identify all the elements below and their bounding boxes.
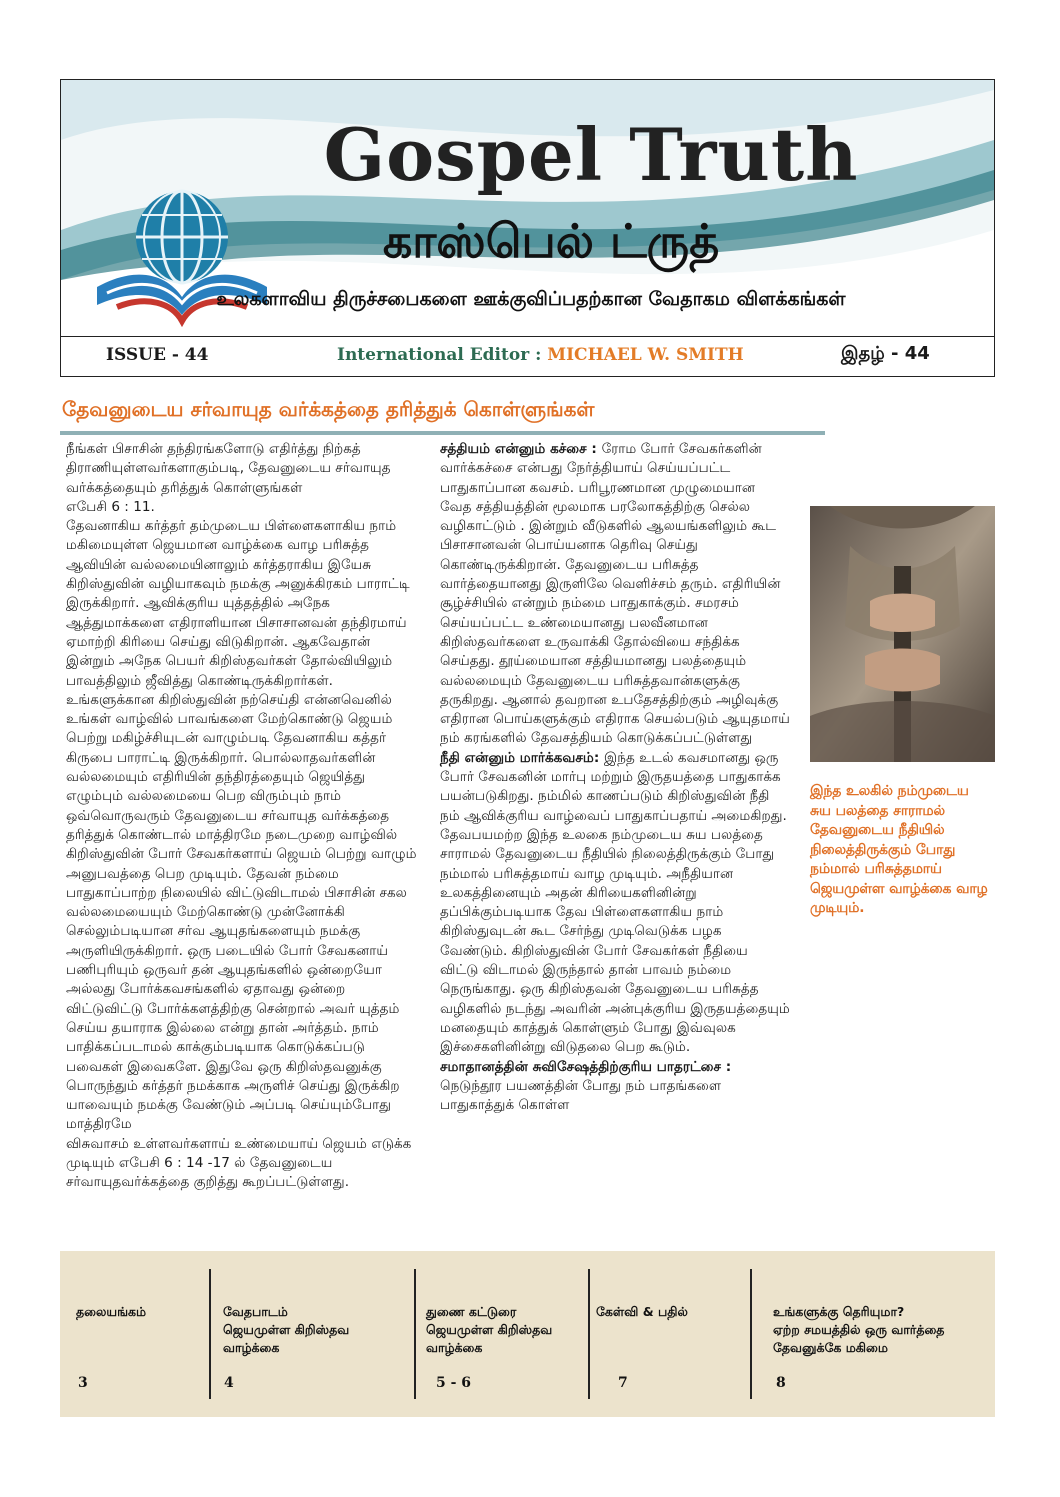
contents-item-page: 5 - 6 (436, 1375, 472, 1391)
column-1-reference: எபேசி 6 : 11. (66, 498, 155, 515)
article-column-1 (66, 440, 418, 1193)
contents-item-title: கேள்வி & பதில் (596, 1304, 688, 1319)
section-breastplate (440, 749, 790, 1058)
editor-credit (337, 345, 744, 365)
editor-label: International Editor : (337, 345, 548, 365)
footer-divider (750, 1269, 752, 1399)
contents-item-page: 4 (224, 1375, 234, 1391)
issue-number: ISSUE - 44 (106, 345, 209, 365)
section-heading: சமாதானத்தின் சுவிசேஷத்திற்குரிய பாதரட்சை : (440, 1058, 732, 1075)
article-column-2 (440, 440, 790, 1115)
editor-name: MICHAEL W. SMITH (547, 345, 744, 365)
footer-divider (209, 1269, 211, 1399)
contents-item-title: தலையங்கம் (76, 1304, 147, 1319)
contents-item-page: 3 (78, 1375, 88, 1391)
masthead-title-english: Gospel Truth (323, 112, 859, 197)
contents-item-page: 7 (618, 1375, 628, 1391)
section-heading: சத்தியம் என்னும் கச்சை : (440, 441, 602, 457)
article-headline: தேவனுடைய சர்வாயுத வர்க்கத்தை தரித்துக் கொள்ளுங்கள் (62, 397, 595, 421)
contents-footer (60, 1251, 995, 1417)
section-gospel-shoes (440, 1058, 790, 1116)
contents-item-title: துணை கட்டுரை ஜெயமுள்ள கிறிஸ்தவ வாழ்க்கை (426, 1304, 553, 1355)
armor-photo (810, 506, 995, 762)
column-1-closing: விசுவாசம் உள்ளவர்களாய் உண்மையாய் ஜெயம் எடுக்க முடியும் எபேசி 6 : 14 -17 ல் தேவனுடைய சர்வாயுதவர்க்கத்தை குறித்து கூறப்பட்டுள்ளது. (66, 1135, 412, 1191)
headline-rule (60, 431, 825, 435)
section-body: நெடுந்தூர பயணத்தின் போது நம் பாதங்களை பாதுகாத்துக் கொள்ள (440, 1077, 722, 1114)
contents-item-title: வேதபாடம் ஜெயமுள்ள கிறிஸ்தவ வாழ்க்கை (223, 1304, 350, 1355)
section-body: இந்த உடல் கவசமானது ஒரு போர் சேவகனின் மார்பு மற்றும் இருதயத்தை பாதுகாக்க பயன்படுகிறது. நம்மில் காணப்படும் கிறிஸ்துவின் நீதி நம் ஆவிக்குரிய வாழ்வைப் பாதுகாப்பதாய் அமைகிறது. தேவபயமற்ற இந்த உலகை நம்முடைய சுய பலத்தை சாராமல் தேவனுடைய நீதியில் நிலைத்திருக்கும் போது நம்மால் பரிசுத்தமாய் வாழ முடியும். அநீதியான உலகத்தினையும் அதன் கிரியைகளினின்று தப்பிக்கும்படியாக தேவ பிள்ளைகளாகிய நாம் கிறிஸ்துவுடன் கூட சேர்ந்து முடிவெடுக்க பழக வேண்டும். கிறிஸ்துவின் போர் சேவகர்கள் நீதியை விட்டு விடாமல் இருந்தால் தான் பாவம் நம்மை நெருங்காது. ஒரு கிறிஸ்தவன் தேவனுடைய பரிசுத்த வழிகளில் நடந்து அவரின் அன்புக்குரிய இருதயத்தையும் மனதையும் காத்துக் கொள்ளும் போது இவ்வுலக இச்சைகளினின்று விடுதலை பெற கூடும். (440, 749, 790, 1056)
section-truth-belt (440, 440, 790, 749)
masthead-tagline: உலகளாவிய திருச்சபைகளை ஊக்குவிப்பதற்கான வேதாகம விளக்கங்கள் (216, 288, 846, 310)
contents-item-page: 8 (776, 1375, 786, 1391)
masthead (60, 79, 995, 377)
issue-number-tamil: இதழ் - 44 (841, 343, 930, 364)
footer-divider (414, 1269, 416, 1399)
section-heading: நீதி என்னும் மார்க்கவசம்: (440, 749, 604, 766)
masthead-title-tamil: காஸ்பெல் ட்ருத் (382, 214, 720, 268)
column-1-intro: நீங்கள் பிசாசின் தந்திரங்களோடு எதிர்த்து நிற்கத் திராணியுள்ளவர்களாகும்படி, தேவனுடைய சர்வாயுத வர்க்கத்தையும் தரித்துக் கொள்ளுங்கள் (66, 441, 391, 496)
contents-item-title: உங்களுக்கு தெரியுமா? ஏற்ற சமயத்தில் ஒரு வார்த்தை தேவனுக்கே மகிமை (773, 1304, 945, 1355)
issue-bar (61, 336, 994, 377)
pull-quote: இந்த உலகில் நம்முடைய சுய பலத்தை சாராமல் தேவனுடைய நீதியில் நிலைத்திருக்கும் போது நம்மால் பரிசுத்தமாய் ஜெயமுள்ள வாழ்க்கை வாழ முடியும். (810, 783, 988, 916)
footer-divider (588, 1269, 590, 1399)
section-body: ரோம போர் சேவகர்களின் வார்க்கச்சை என்பது நேர்த்தியாய் செய்யப்பட்ட பாதுகாப்பான கவசம். பரிபூரணமான முழுமையான வேத சத்தியத்தின் மூலமாக பரலோகத்திற்கு செல்ல வழிகாட்டும் . இன்றும் வீடுகளில் ஆலயங்களிலும் கூட பிசாசானவன் பொய்யனாக தெரிவு செய்து கொண்டிருக்கிறான். தேவனுடைய பரிசுத்த வார்த்தையானது இருளிலே வெளிச்சம் தரும். எதிரியின் சூழ்ச்சியில் என்றும் நம்மை பாதுகாக்கும். சமரசம் செய்யப்பட்ட உண்மையானது பலவீனமான கிறிஸ்தவர்களை உருவாக்கி தோல்வியை சந்திக்க செய்தது. தூய்மையான சத்தியமானது பலத்தையும் வல்லமையும் தேவனுடைய பரிசுத்தவான்களுக்கு தருகிறது. ஆனால் தவறான உபதேசத்திற்கும் அழிவுக்கு எதிரான பொய்களுக்கும் எதிராக செயல்படும் ஆயுதமாய் நம் கரங்களில் தேவசத்தியம் கொடுக்கப்பட்டுள்ளது (440, 441, 790, 747)
column-1-body: தேவனாகிய கர்த்தர் தம்முடைய பிள்ளைகளாகிய நாம் மகிமையுள்ள ஜெயமான வாழ்க்கை வாழ பரிசுத்த ஆவியின் வல்லமையினாலும் கர்த்தராகிய இயேசு கிறிஸ்துவின் வழியாகவும் நமக்கு அனுக்கிரகம் பாராட்டி இருக்கிறார். ஆவிக்குரிய யுத்தத்தில் அநேக ஆத்துமாக்களை எதிராளியான பிசாசானவன் தந்திரமாய் ஏமாற்றி கிரியை செய்து விடுகிறான். ஆகவேதான் இன்றும் அநேக பெயர் கிறிஸ்தவர்கள் தோல்வியிலும் பாவத்திலும் ஜீவித்து கொண்டிருக்கிறார்கள். உங்களுக்கான கிறிஸ்துவின் நற்செய்தி என்னவெனில் உங்கள் வாழ்வில் பாவங்களை மேற்கொண்டு ஜெயம் பெற்று மகிழ்ச்சியுடன் வாழும்படி தேவனாகிய கத்தர் கிருபை பாராட்டி இருக்கிறார். பொல்லாதவர்களின் வல்லமையும் எதிரியின் தந்திரத்தையும் ஜெயித்து எழும்பும் வல்லமையை பெற விரும்பும் நாம் ஒவ்வொருவரும் தேவனுடைய சர்வாயுத வர்க்கத்தை தரித்துக் கொண்டால் மாத்திரமே நடைமுறை வாழ்வில் கிறிஸ்துவின் போர் சேவகர்களாய் ஜெயம் பெற்று வாழும் அனுபவத்தை பெற முடியும். தேவன் நம்மை பாதுகாப்பாற்ற நிலையில் விட்டுவிடாமல் பிசாசின் சகல வல்லமையையும் மேற்கொண்டு முன்னோக்கி செல்லும்படியான சர்வ ஆயுதங்களையும் நமக்கு அருளியிருக்கிறார். ஒரு படையில் போர் சேவகனாய் பணிபுரியும் ஒருவர் தன் ஆயுதங்களில் ஒன்றையோ அல்லது போர்க்கவசங்களில் ஏதாவது ஒன்றை விட்டுவிட்டு போர்க்களத்திற்கு சென்றால் அவர் யுத்தம் செய்ய தயாராக இல்லை என்று தான் அர்த்தம். நாம் பாதிக்கப்படாமல் காக்கும்படியாக கொடுக்கப்படு பவைகள் இவைகளே. இதுவே ஒரு கிறிஸ்தவனுக்கு பொருந்தும் கர்த்தர் நமக்காக அருளிச் செய்து இருக்கிற யாவையும் நமக்கு வேண்டும் அப்படி செய்யும்போது மாத்திரமே (66, 518, 417, 1133)
